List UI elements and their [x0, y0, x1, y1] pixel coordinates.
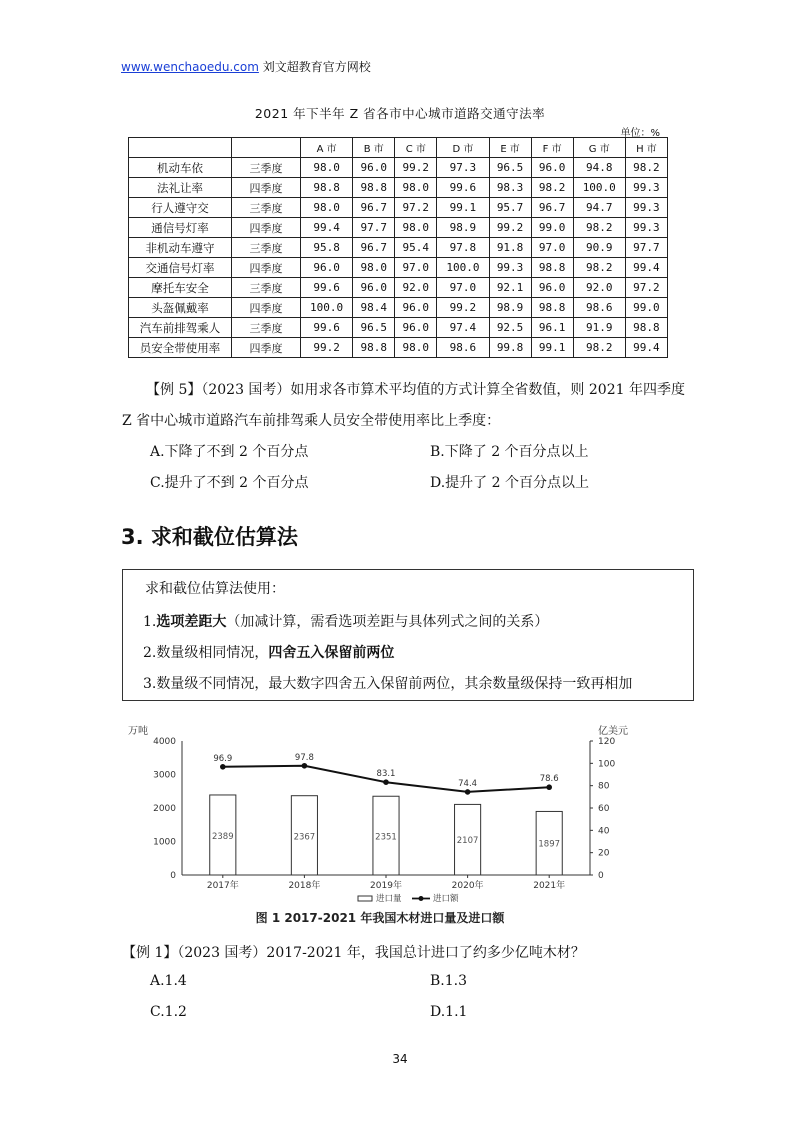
table-cell: 97.8	[437, 238, 489, 258]
bar-value-label: 1897	[538, 839, 561, 850]
x-tick-label: 2017年	[206, 881, 239, 891]
table-row	[129, 298, 668, 318]
x-tick-label: 2020年	[451, 881, 484, 891]
table-cell: 92.0	[573, 278, 625, 298]
table-cell: 97.0	[437, 278, 489, 298]
column-header: C 市	[395, 138, 437, 158]
table-cell: 98.8	[531, 298, 573, 318]
line-value-label: 97.8	[294, 752, 314, 763]
bar-value-label: 2367	[293, 832, 316, 843]
table-cell: 96.0	[353, 158, 395, 178]
table-cell: 98.0	[395, 218, 437, 238]
right-tick-label: 0	[598, 871, 604, 881]
table-row	[129, 338, 668, 358]
method-box	[122, 569, 694, 701]
right-tick-label: 20	[598, 848, 610, 859]
legend-line-label: 进口额	[433, 894, 459, 904]
row-quarter: 四季度	[232, 218, 301, 238]
table-cell: 98.2	[531, 178, 573, 198]
table-cell: 97.0	[395, 258, 437, 278]
table-cell: 99.3	[489, 258, 531, 278]
column-header: H 市	[625, 138, 667, 158]
table-cell: 98.8	[301, 178, 353, 198]
example5-line2: Z 省中心城市道路汽车前排驾乘人员安全带使用率比上季度：	[122, 413, 501, 429]
table-cell: 91.8	[489, 238, 531, 258]
header-blank	[232, 138, 301, 158]
table-cell: 98.9	[489, 298, 531, 318]
table-cell: 99.1	[437, 198, 489, 218]
left-tick-label: 3000	[153, 770, 176, 781]
table-cell: 99.0	[531, 218, 573, 238]
table-cell: 98.2	[573, 218, 625, 238]
column-header: A 市	[301, 138, 353, 158]
timber-import-chart	[120, 722, 640, 928]
table-cell: 96.0	[531, 158, 573, 178]
table-cell: 96.0	[531, 278, 573, 298]
column-header: E 市	[489, 138, 531, 158]
left-tick-label: 0	[170, 871, 176, 881]
table-cell: 96.0	[301, 258, 353, 278]
table-cell: 97.2	[625, 278, 667, 298]
table-cell: 90.9	[573, 238, 625, 258]
table-cell: 99.6	[301, 318, 353, 338]
row-category: 头盔佩戴率	[129, 298, 232, 318]
table-cell: 98.0	[301, 198, 353, 218]
ex1-option-d: D.1.1	[430, 1004, 468, 1020]
table-cell: 99.2	[437, 298, 489, 318]
row-quarter: 三季度	[232, 278, 301, 298]
column-header: D 市	[437, 138, 489, 158]
line-value-label: 83.1	[376, 769, 396, 780]
table-cell: 100.0	[437, 258, 489, 278]
table-cell: 98.2	[573, 338, 625, 358]
table-cell: 99.3	[625, 198, 667, 218]
table-cell: 96.0	[395, 318, 437, 338]
option-b: B.下降了 2 个百分点以上	[430, 444, 589, 460]
table-cell: 96.5	[489, 158, 531, 178]
table-cell: 91.9	[573, 318, 625, 338]
ex1-option-c: C.1.2	[150, 1004, 187, 1020]
table-cell: 96.0	[395, 298, 437, 318]
table-cell: 92.0	[395, 278, 437, 298]
table-cell: 98.8	[531, 258, 573, 278]
table-cell: 97.7	[353, 218, 395, 238]
table-cell: 98.2	[625, 158, 667, 178]
row-category: 摩托车安全	[129, 278, 232, 298]
table-cell: 92.1	[489, 278, 531, 298]
row-quarter: 三季度	[232, 318, 301, 338]
table-unit: 单位：%	[620, 128, 660, 139]
row-quarter: 四季度	[232, 178, 301, 198]
bar-value-label: 2107	[456, 836, 479, 847]
table-cell: 99.6	[301, 278, 353, 298]
example1-question: 【例 1】（2023 国考）2017-2021 年，我国总计进口了约多少亿吨木材？	[122, 945, 585, 961]
table-cell: 94.8	[573, 158, 625, 178]
table-cell: 99.2	[489, 218, 531, 238]
table-cell: 98.6	[573, 298, 625, 318]
table-cell: 94.7	[573, 198, 625, 218]
x-tick-label: 2019年	[370, 881, 402, 891]
legend-line-marker	[419, 896, 424, 901]
ex1-option-b: B.1.3	[430, 973, 468, 989]
page-number: 34	[392, 1052, 408, 1066]
table-cell: 98.0	[395, 338, 437, 358]
row-quarter: 四季度	[232, 298, 301, 318]
table-cell: 92.5	[489, 318, 531, 338]
table-cell: 95.4	[395, 238, 437, 258]
table-row	[129, 258, 668, 278]
table-cell: 98.9	[437, 218, 489, 238]
box-line-1-bold: 选项差距大	[156, 614, 227, 630]
row-category: 法礼让率	[129, 178, 232, 198]
line-point	[546, 784, 552, 790]
table-cell: 97.3	[437, 158, 489, 178]
table-cell: 96.1	[531, 318, 573, 338]
table-cell: 96.7	[531, 198, 573, 218]
option-a: A.下降了不到 2 个百分点	[150, 444, 309, 460]
right-tick-label: 40	[598, 826, 610, 837]
table-row	[129, 178, 668, 198]
left-tick-label: 2000	[153, 804, 176, 814]
table-cell: 99.2	[395, 158, 437, 178]
table-cell: 98.4	[353, 298, 395, 318]
left-axis-title: 万吨	[128, 726, 148, 737]
row-quarter: 四季度	[232, 258, 301, 278]
column-header: G 市	[573, 138, 625, 158]
page-header	[121, 58, 371, 75]
table-cell: 100.0	[301, 298, 353, 318]
table-cell: 97.2	[395, 198, 437, 218]
example5-line1: 【例 5】（2023 国考）如用求各市算术平均值的方式计算全省数值，则 2021 年四季度	[146, 382, 685, 398]
right-axis-title: 亿美元	[598, 726, 628, 737]
row-category: 机动车依	[129, 158, 232, 178]
box-line-0: 求和截位估算法使用：	[145, 581, 285, 597]
table-cell: 98.3	[489, 178, 531, 198]
bar-value-label: 2351	[375, 832, 397, 843]
table-cell: 99.3	[625, 218, 667, 238]
column-header: B 市	[353, 138, 395, 158]
left-tick-label: 1000	[153, 837, 176, 848]
table-cell: 98.0	[353, 258, 395, 278]
table-cell: 99.1	[531, 338, 573, 358]
right-tick-label: 80	[598, 781, 610, 792]
box-line-2: 2.数量级相同情况，四舍五入保留前两位	[143, 645, 395, 661]
table-cell: 99.6	[437, 178, 489, 198]
legend-bar-label: 进口量	[376, 894, 402, 904]
row-quarter: 四季度	[232, 338, 301, 358]
row-category: 员安全带使用率	[129, 338, 232, 358]
table-cell: 99.8	[489, 338, 531, 358]
table-cell: 99.4	[625, 338, 667, 358]
box-line-1: 1.选项差距大（加减计算，需看选项差距与具体列式之间的关系）	[143, 614, 549, 630]
table-cell: 99.3	[625, 178, 667, 198]
table-cell: 97.4	[437, 318, 489, 338]
table-row	[129, 318, 668, 338]
line-value-label: 78.6	[539, 774, 559, 785]
bar-value-label: 2389	[211, 831, 234, 842]
table-cell: 98.0	[301, 158, 353, 178]
row-quarter: 三季度	[232, 238, 301, 258]
table-cell: 97.0	[531, 238, 573, 258]
table-title: 2021 年下半年 Z 省各市中心城市道路交通守法率	[254, 106, 546, 121]
row-category: 通信号灯率	[129, 218, 232, 238]
right-tick-label: 100	[598, 759, 616, 770]
row-quarter: 三季度	[232, 198, 301, 218]
table-cell: 98.2	[573, 258, 625, 278]
right-tick-label: 120	[598, 737, 616, 747]
box-line-3: 3.数量级不同情况，最大数字四舍五入保留前两位，其余数量级保持一致再相加	[143, 676, 633, 692]
header-blank	[129, 138, 232, 158]
right-tick-label: 60	[598, 804, 610, 814]
table-cell: 96.7	[353, 198, 395, 218]
table-cell: 95.7	[489, 198, 531, 218]
table-cell: 98.8	[353, 338, 395, 358]
table-cell: 95.8	[301, 238, 353, 258]
table-cell: 100.0	[573, 178, 625, 198]
row-quarter: 三季度	[232, 158, 301, 178]
table-cell: 98.8	[353, 178, 395, 198]
table-row	[129, 238, 668, 258]
line-point	[465, 789, 471, 795]
line-point	[220, 764, 226, 770]
table-cell: 99.4	[301, 218, 353, 238]
row-category: 汽车前排驾乘人	[129, 318, 232, 338]
x-tick-label: 2021年	[533, 881, 566, 891]
table-row	[129, 278, 668, 298]
table-row	[129, 198, 668, 218]
table-cell: 97.7	[625, 238, 667, 258]
section-title: 3. 求和截位估算法	[121, 525, 298, 549]
table-cell: 98.0	[395, 178, 437, 198]
table-cell: 98.6	[437, 338, 489, 358]
table-row	[129, 158, 668, 178]
website-link[interactable]: www.wenchaoedu.com	[121, 60, 259, 74]
left-tick-label: 4000	[153, 737, 176, 747]
line-value-label: 74.4	[458, 778, 478, 789]
x-tick-label: 2018年	[288, 881, 321, 891]
legend-bar-swatch	[358, 896, 372, 901]
table-cell: 96.0	[353, 278, 395, 298]
line-point	[302, 763, 308, 769]
table-cell: 96.5	[353, 318, 395, 338]
ex1-option-a: A.1.4	[150, 973, 187, 989]
row-category: 交通信号灯率	[129, 258, 232, 278]
box-line-2-bold: 四舍五入保留前两位	[268, 645, 395, 661]
row-category: 非机动车遵守	[129, 238, 232, 258]
line-point	[383, 779, 389, 785]
line-value-label: 96.9	[213, 753, 233, 764]
school-name: 刘文超教育官方网校	[258, 60, 371, 74]
chart-caption: 图 1 2017-2021 年我国木材进口量及进口额	[255, 911, 505, 925]
column-header: F 市	[531, 138, 573, 158]
table-cell: 99.4	[625, 258, 667, 278]
compliance-table	[128, 137, 668, 358]
table-cell: 98.8	[625, 318, 667, 338]
option-d: D.提升了 2 个百分点以上	[430, 475, 589, 491]
table-row	[129, 218, 668, 238]
table-cell: 99.2	[301, 338, 353, 358]
option-c: C.提升了不到 2 个百分点	[150, 475, 309, 491]
table-cell: 99.0	[625, 298, 667, 318]
table-cell: 96.7	[353, 238, 395, 258]
row-category: 行人遵守交	[129, 198, 232, 218]
